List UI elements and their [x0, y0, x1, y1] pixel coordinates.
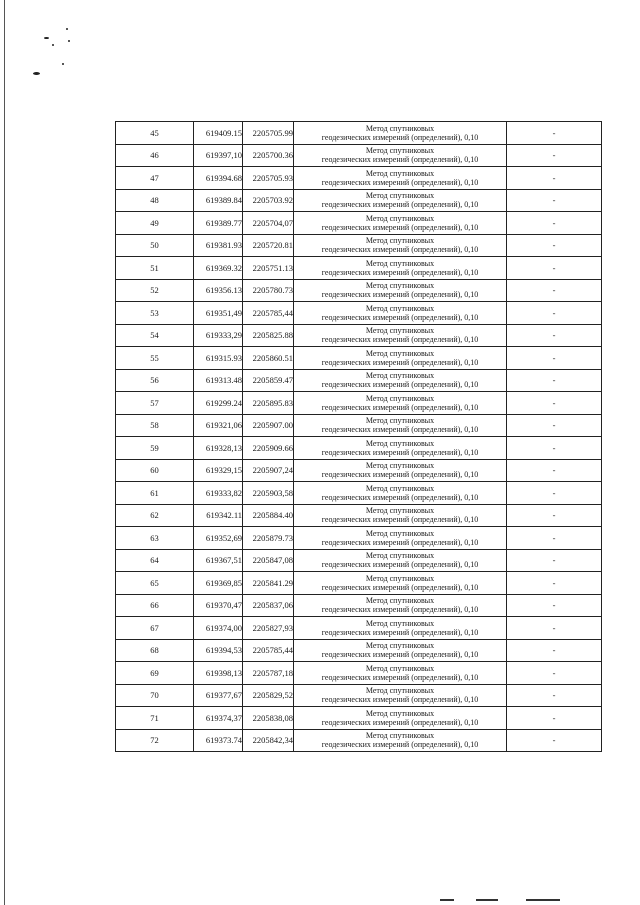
point-number-cell: 62 — [116, 504, 194, 527]
table-row — [116, 369, 602, 392]
point-number-cell: 50 — [116, 234, 194, 257]
table-row — [116, 549, 602, 572]
reference-cell: - — [507, 617, 602, 640]
y-coordinate-cell: 2205700.36 — [243, 144, 294, 167]
method-line-1: Метод спутниковых — [365, 708, 435, 718]
method-cell — [294, 617, 507, 640]
y-coordinate-cell: 2205780.73 — [243, 279, 294, 302]
y-coordinate-cell: 2205705.99 — [243, 122, 294, 145]
y-coordinate-cell: 2205842,34 — [243, 729, 294, 752]
method-cell — [294, 437, 507, 460]
method-line-2: геодезических измерений (определений), 0,10 — [321, 717, 479, 727]
reference-cell: - — [507, 639, 602, 662]
table-row — [116, 167, 602, 190]
reference-cell: - — [507, 392, 602, 415]
x-coordinate-cell: 619352,69 — [194, 527, 243, 550]
table-row — [116, 347, 602, 370]
reference-cell: - — [507, 324, 602, 347]
method-line-1: Метод спутниковых — [365, 168, 435, 178]
method-line-2: геодезических измерений (определений), 0,10 — [321, 515, 479, 525]
point-number-cell: 48 — [116, 189, 194, 212]
reference-cell: - — [507, 459, 602, 482]
method-line-2: геодезических измерений (определений), 0,10 — [321, 627, 479, 637]
method-line-1: Метод спутниковых — [365, 618, 435, 628]
method-line-1: Метод спутниковых — [365, 146, 435, 156]
point-number-cell: 63 — [116, 527, 194, 550]
point-number-cell: 65 — [116, 572, 194, 595]
y-coordinate-cell: 2205838,08 — [243, 707, 294, 730]
method-line-2: геодезических измерений (определений), 0,10 — [321, 492, 479, 502]
table-row — [116, 527, 602, 550]
method-line-2: геодезических измерений (определений), 0,10 — [321, 582, 479, 592]
method-line-1: Метод спутниковых — [365, 326, 435, 336]
method-cell — [294, 324, 507, 347]
reference-cell: - — [507, 414, 602, 437]
table-row — [116, 414, 602, 437]
x-coordinate-cell: 619333,29 — [194, 324, 243, 347]
point-number-cell: 47 — [116, 167, 194, 190]
method-cell — [294, 167, 507, 190]
point-number-cell: 72 — [116, 729, 194, 752]
y-coordinate-cell: 2205909.66 — [243, 437, 294, 460]
reference-cell: - — [507, 504, 602, 527]
y-coordinate-cell: 2205841.29 — [243, 572, 294, 595]
reference-cell: - — [507, 369, 602, 392]
reference-cell: - — [507, 279, 602, 302]
method-line-2: геодезических измерений (определений), 0,10 — [321, 177, 479, 187]
point-number-cell: 71 — [116, 707, 194, 730]
reference-cell: - — [507, 482, 602, 505]
table-row — [116, 279, 602, 302]
table-row — [116, 437, 602, 460]
reference-cell: - — [507, 684, 602, 707]
table-row — [116, 662, 602, 685]
point-number-cell: 60 — [116, 459, 194, 482]
y-coordinate-cell: 2205703.92 — [243, 189, 294, 212]
method-cell — [294, 504, 507, 527]
y-coordinate-cell: 2205907,24 — [243, 459, 294, 482]
method-cell — [294, 572, 507, 595]
method-cell — [294, 347, 507, 370]
reference-cell: - — [507, 662, 602, 685]
table-row — [116, 122, 602, 145]
method-cell — [294, 257, 507, 280]
method-line-1: Метод спутниковых — [365, 393, 435, 403]
method-cell — [294, 144, 507, 167]
method-line-2: геодезических измерений (определений), 0,10 — [321, 740, 479, 750]
table-row — [116, 572, 602, 595]
y-coordinate-cell: 2205751.13 — [243, 257, 294, 280]
reference-cell: - — [507, 527, 602, 550]
y-coordinate-cell: 2205837,06 — [243, 594, 294, 617]
method-cell — [294, 639, 507, 662]
x-coordinate-cell: 619377,67 — [194, 684, 243, 707]
method-cell — [294, 212, 507, 235]
reference-cell: - — [507, 144, 602, 167]
method-line-1: Метод спутниковых — [365, 213, 435, 223]
method-line-1: Метод спутниковых — [365, 641, 435, 651]
point-number-cell: 59 — [116, 437, 194, 460]
scan-speck — [52, 44, 54, 46]
method-line-1: Метод спутниковых — [365, 191, 435, 201]
table-row — [116, 594, 602, 617]
point-number-cell: 58 — [116, 414, 194, 437]
point-number-cell: 53 — [116, 302, 194, 325]
method-line-1: Метод спутниковых — [365, 416, 435, 426]
x-coordinate-cell: 619374,00 — [194, 617, 243, 640]
method-cell — [294, 549, 507, 572]
y-coordinate-cell: 2205827,93 — [243, 617, 294, 640]
reference-cell: - — [507, 302, 602, 325]
method-line-2: геодезических измерений (определений), 0,10 — [321, 335, 479, 345]
point-number-cell: 67 — [116, 617, 194, 640]
method-line-2: геодезических измерений (определений), 0,10 — [321, 200, 479, 210]
table-row — [116, 302, 602, 325]
x-coordinate-cell: 619389.84 — [194, 189, 243, 212]
x-coordinate-cell: 619329,15 — [194, 459, 243, 482]
scan-margin-line — [4, 0, 5, 905]
point-number-cell: 70 — [116, 684, 194, 707]
x-coordinate-cell: 619398,13 — [194, 662, 243, 685]
method-line-1: Метод спутниковых — [365, 686, 435, 696]
y-coordinate-cell: 2205860.51 — [243, 347, 294, 370]
method-cell — [294, 684, 507, 707]
point-number-cell: 61 — [116, 482, 194, 505]
method-line-1: Метод спутниковых — [365, 303, 435, 313]
x-coordinate-cell: 619328,13 — [194, 437, 243, 460]
y-coordinate-cell: 2205825.88 — [243, 324, 294, 347]
x-coordinate-cell: 619397,10 — [194, 144, 243, 167]
reference-cell: - — [507, 257, 602, 280]
reference-cell: - — [507, 234, 602, 257]
method-cell — [294, 662, 507, 685]
method-cell — [294, 302, 507, 325]
x-coordinate-cell: 619381.93 — [194, 234, 243, 257]
method-line-2: геодезических измерений (определений), 0,10 — [321, 425, 479, 435]
table-row — [116, 504, 602, 527]
reference-cell: - — [507, 167, 602, 190]
method-line-1: Метод спутниковых — [365, 731, 435, 741]
reference-cell: - — [507, 594, 602, 617]
method-cell — [294, 527, 507, 550]
method-line-1: Метод спутниковых — [365, 506, 435, 516]
x-coordinate-cell: 619333,82 — [194, 482, 243, 505]
scan-speck — [44, 37, 49, 39]
method-line-2: геодезических измерений (определений), 0,10 — [321, 222, 479, 232]
table-row — [116, 459, 602, 482]
y-coordinate-cell: 2205879.73 — [243, 527, 294, 550]
method-line-2: геодезических измерений (определений), 0,10 — [321, 672, 479, 682]
point-number-cell: 66 — [116, 594, 194, 617]
y-coordinate-cell: 2205705.93 — [243, 167, 294, 190]
point-number-cell: 68 — [116, 639, 194, 662]
method-line-1: Метод спутниковых — [365, 371, 435, 381]
reference-cell: - — [507, 347, 602, 370]
point-number-cell: 52 — [116, 279, 194, 302]
x-coordinate-cell: 619342.11 — [194, 504, 243, 527]
x-coordinate-cell: 619313.48 — [194, 369, 243, 392]
method-cell — [294, 707, 507, 730]
x-coordinate-cell: 619321,06 — [194, 414, 243, 437]
x-coordinate-cell: 619394,53 — [194, 639, 243, 662]
point-number-cell: 46 — [116, 144, 194, 167]
x-coordinate-cell: 619351,49 — [194, 302, 243, 325]
reference-cell: - — [507, 212, 602, 235]
scan-speck — [66, 28, 68, 30]
method-line-2: геодезических измерений (определений), 0,10 — [321, 447, 479, 457]
y-coordinate-cell: 2205903,58 — [243, 482, 294, 505]
x-coordinate-cell: 619389.77 — [194, 212, 243, 235]
method-line-1: Метод спутниковых — [365, 123, 435, 133]
table-row — [116, 189, 602, 212]
y-coordinate-cell: 2205907.00 — [243, 414, 294, 437]
method-line-2: геодезических измерений (определений), 0,10 — [321, 537, 479, 547]
method-line-1: Метод спутниковых — [365, 438, 435, 448]
method-line-1: Метод спутниковых — [365, 528, 435, 538]
scan-speck — [68, 40, 70, 42]
method-line-2: геодезических измерений (определений), 0,10 — [321, 695, 479, 705]
method-cell — [294, 279, 507, 302]
method-line-1: Метод спутниковых — [365, 663, 435, 673]
y-coordinate-cell: 2205785,44 — [243, 639, 294, 662]
point-number-cell: 51 — [116, 257, 194, 280]
y-coordinate-cell: 2205829,52 — [243, 684, 294, 707]
x-coordinate-cell: 619369,85 — [194, 572, 243, 595]
method-cell — [294, 392, 507, 415]
method-cell — [294, 459, 507, 482]
reference-cell: - — [507, 707, 602, 730]
point-number-cell: 57 — [116, 392, 194, 415]
x-coordinate-cell: 619374,37 — [194, 707, 243, 730]
x-coordinate-cell: 619370,47 — [194, 594, 243, 617]
y-coordinate-cell: 2205785,44 — [243, 302, 294, 325]
method-line-2: геодезических измерений (определений), 0,10 — [321, 402, 479, 412]
method-line-1: Метод спутниковых — [365, 483, 435, 493]
method-cell — [294, 594, 507, 617]
x-coordinate-cell: 619394.68 — [194, 167, 243, 190]
table-row — [116, 617, 602, 640]
coordinates-table — [115, 121, 602, 752]
reference-cell: - — [507, 189, 602, 212]
table-row — [116, 639, 602, 662]
method-cell — [294, 189, 507, 212]
point-number-cell: 55 — [116, 347, 194, 370]
point-number-cell: 54 — [116, 324, 194, 347]
method-line-1: Метод спутниковых — [365, 596, 435, 606]
table-row — [116, 257, 602, 280]
x-coordinate-cell: 619373.74 — [194, 729, 243, 752]
table-row — [116, 234, 602, 257]
method-line-2: геодезических измерений (определений), 0,10 — [321, 312, 479, 322]
y-coordinate-cell: 2205895.83 — [243, 392, 294, 415]
table-row — [116, 729, 602, 752]
method-line-1: Метод спутниковых — [365, 573, 435, 583]
y-coordinate-cell: 2205720.81 — [243, 234, 294, 257]
table-row — [116, 324, 602, 347]
point-number-cell: 45 — [116, 122, 194, 145]
x-coordinate-cell: 619299.24 — [194, 392, 243, 415]
method-line-2: геодезических измерений (определений), 0,10 — [321, 560, 479, 570]
reference-cell: - — [507, 572, 602, 595]
x-coordinate-cell: 619367,51 — [194, 549, 243, 572]
table-row — [116, 482, 602, 505]
method-line-1: Метод спутниковых — [365, 461, 435, 471]
reference-cell: - — [507, 729, 602, 752]
point-number-cell: 64 — [116, 549, 194, 572]
y-coordinate-cell: 2205884.40 — [243, 504, 294, 527]
y-coordinate-cell: 2205787,18 — [243, 662, 294, 685]
scan-speck — [62, 63, 64, 65]
table-row — [116, 144, 602, 167]
method-cell — [294, 122, 507, 145]
method-line-1: Метод спутниковых — [365, 281, 435, 291]
table-row — [116, 684, 602, 707]
method-cell — [294, 369, 507, 392]
method-line-2: геодезических измерений (определений), 0,10 — [321, 380, 479, 390]
coordinates-table-body — [116, 122, 602, 752]
reference-cell: - — [507, 437, 602, 460]
table-row — [116, 707, 602, 730]
table-row — [116, 212, 602, 235]
method-line-2: геодезических измерений (определений), 0,10 — [321, 267, 479, 277]
method-cell — [294, 234, 507, 257]
table-row — [116, 392, 602, 415]
method-line-1: Метод спутниковых — [365, 348, 435, 358]
y-coordinate-cell: 2205847,08 — [243, 549, 294, 572]
method-line-2: геодезических измерений (определений), 0,10 — [321, 132, 479, 142]
method-line-1: Метод спутниковых — [365, 236, 435, 246]
method-line-2: геодезических измерений (определений), 0,10 — [321, 470, 479, 480]
x-coordinate-cell: 619356.13 — [194, 279, 243, 302]
method-line-2: геодезических измерений (определений), 0,10 — [321, 155, 479, 165]
method-line-2: геодезических измерений (определений), 0,10 — [321, 245, 479, 255]
method-line-2: геодезических измерений (определений), 0,10 — [321, 357, 479, 367]
x-coordinate-cell: 619369.32 — [194, 257, 243, 280]
scan-speck — [33, 72, 40, 75]
method-cell — [294, 729, 507, 752]
method-line-2: геодезических измерений (определений), 0,10 — [321, 650, 479, 660]
method-line-1: Метод спутниковых — [365, 258, 435, 268]
x-coordinate-cell: 619409.15 — [194, 122, 243, 145]
method-line-1: Метод спутниковых — [365, 551, 435, 561]
reference-cell: - — [507, 122, 602, 145]
point-number-cell: 56 — [116, 369, 194, 392]
method-cell — [294, 482, 507, 505]
point-number-cell: 69 — [116, 662, 194, 685]
point-number-cell: 49 — [116, 212, 194, 235]
method-line-2: геодезических измерений (определений), 0,10 — [321, 290, 479, 300]
y-coordinate-cell: 2205704,07 — [243, 212, 294, 235]
method-line-2: геодезических измерений (определений), 0,10 — [321, 605, 479, 615]
x-coordinate-cell: 619315.93 — [194, 347, 243, 370]
y-coordinate-cell: 2205859.47 — [243, 369, 294, 392]
method-cell — [294, 414, 507, 437]
reference-cell: - — [507, 549, 602, 572]
